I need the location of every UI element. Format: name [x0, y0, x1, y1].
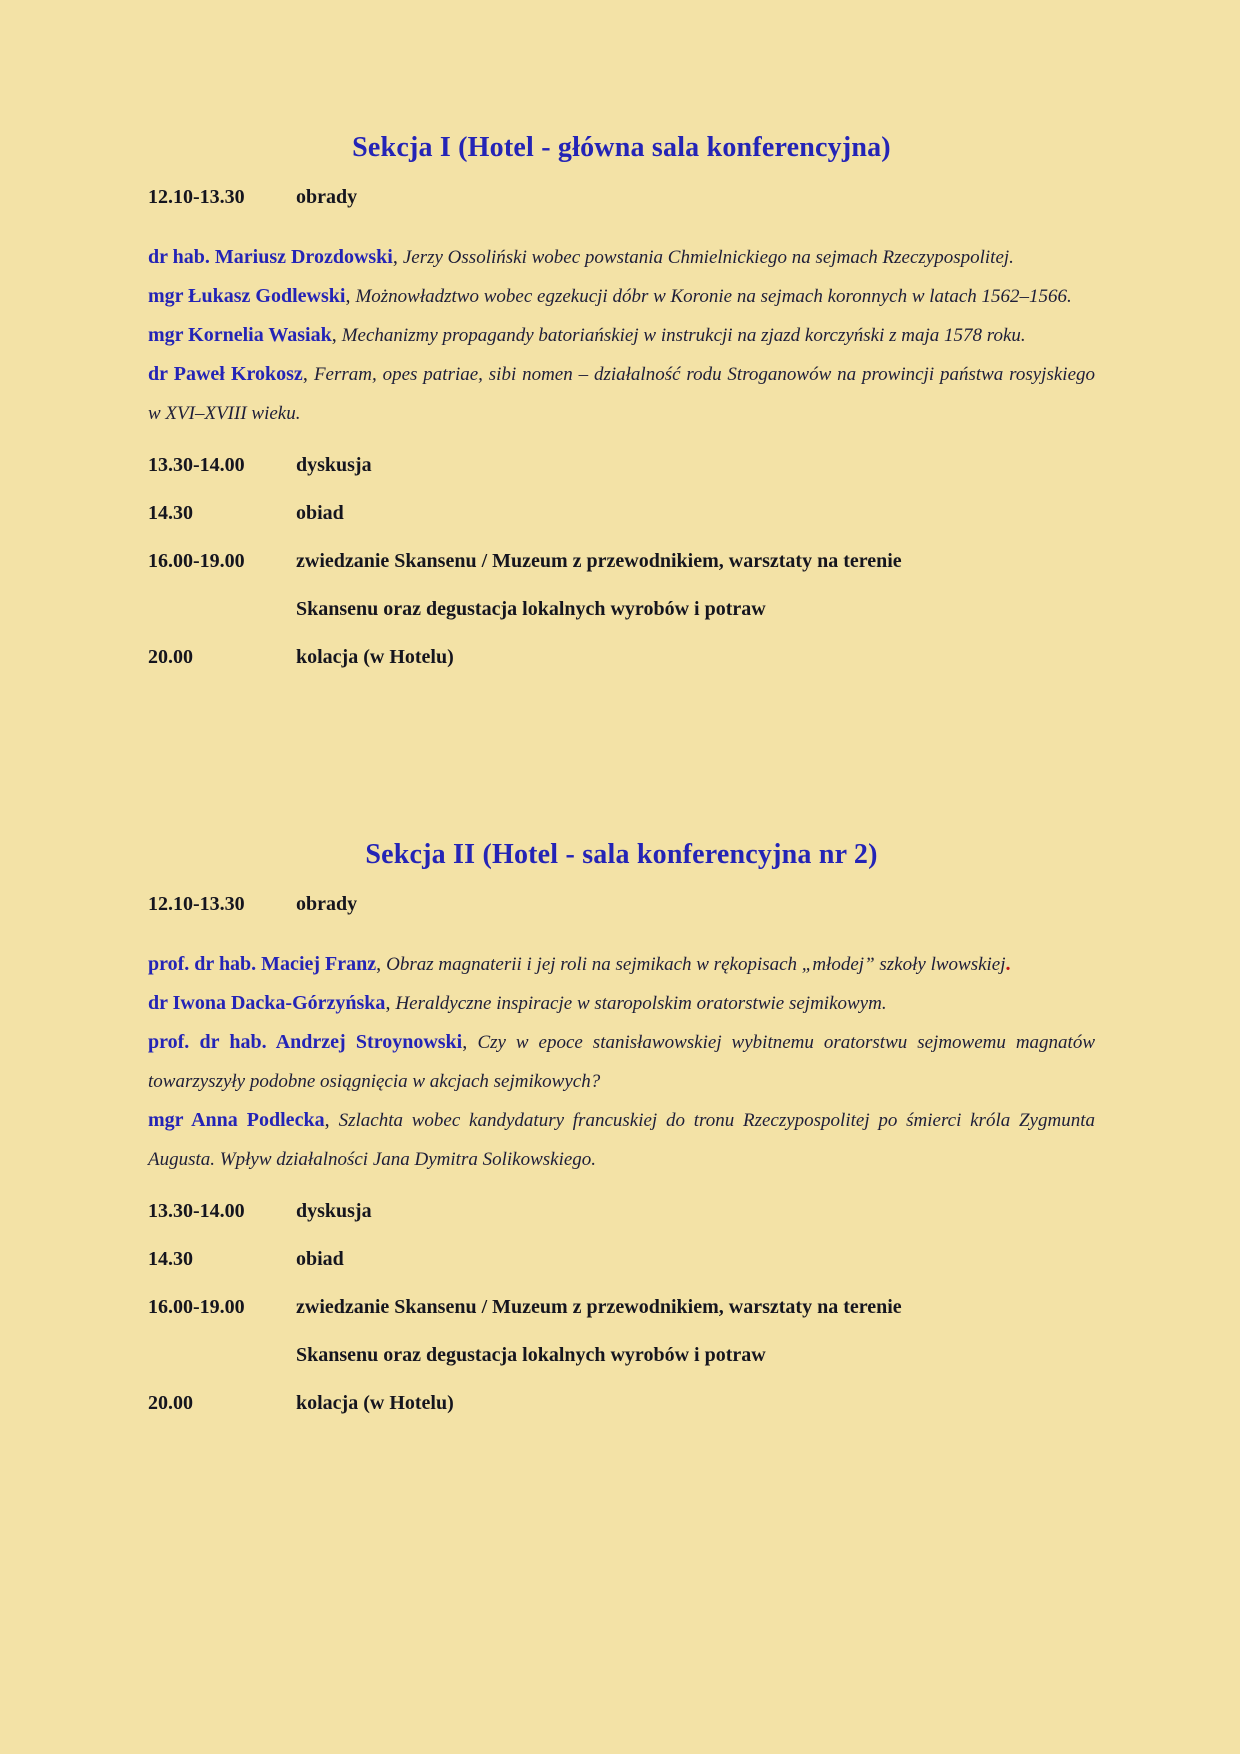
activity-line: kolacja (w Hotelu)	[296, 1392, 454, 1414]
section-1-title: Sekcja I (Hotel - główna sala konferencyjna)	[352, 132, 891, 163]
time-cell: 16.00-19.00	[148, 550, 245, 572]
schedule-row	[148, 1379, 1095, 1427]
schedule-block	[148, 441, 1095, 681]
activity-cell	[296, 441, 1095, 489]
time-cell: 13.30-14.00	[148, 1200, 245, 1222]
speaker-name: mgr Łukasz Godlewski	[148, 285, 346, 307]
separator: ,	[302, 363, 314, 385]
paper-title: Jerzy Ossoliński wobec powstania Chmielnickiego na sejmach Rzeczypospolitej.	[402, 247, 1014, 268]
speaker-entry	[148, 355, 1095, 433]
schedule-row	[148, 441, 1095, 489]
activity-cell: obrady	[296, 893, 358, 915]
separator: ,	[385, 992, 396, 1014]
separator: ,	[345, 285, 356, 307]
red-period: .	[1005, 953, 1011, 975]
time-cell: 16.00-19.00	[148, 1296, 245, 1318]
activity-line: kolacja (w Hotelu)	[296, 646, 454, 668]
activity-line: obiad	[296, 1248, 344, 1270]
schedule-row	[148, 182, 1095, 212]
activity-cell	[296, 537, 1095, 633]
activity-cell	[296, 1187, 1095, 1235]
speaker-name: dr Iwona Dacka-Górzyńska	[148, 992, 386, 1014]
time-cell: 20.00	[148, 646, 193, 668]
speaker-name: mgr Kornelia Wasiak	[148, 324, 332, 346]
paper-title: Ferram, opes patriae, sibi nomen – działalność rodu Stroganowów na prowincji państwa rosyjskiego w XVI–XVIII wieku.	[148, 364, 1095, 424]
speaker-entry	[148, 1023, 1095, 1101]
activity-line: dyskusja	[296, 1200, 372, 1222]
paper-title: Możnowładztwo wobec egzekucji dóbr w Koronie na sejmach koronnych w latach 1562–1566.	[355, 286, 1072, 307]
speaker-entry	[148, 984, 1095, 1023]
separator: ,	[392, 246, 403, 268]
paper-title: Czy w epoce stanisławowskiej wybitnemu oratorstwu sejmowemu magnatów towarzyszyły podobne osiągnięcia w akcjach sejmikowych?	[148, 1032, 1095, 1092]
activity-line: dyskusja	[296, 454, 372, 476]
schedule-row	[148, 1283, 1095, 1379]
speaker-entry	[148, 238, 1095, 277]
speaker-name: dr Paweł Krokosz	[148, 363, 303, 385]
speakers-block	[148, 945, 1095, 1179]
speaker-entry	[148, 945, 1095, 984]
activity-line: obiad	[296, 502, 344, 524]
separator: ,	[462, 1031, 478, 1053]
time-cell: 20.00	[148, 1392, 193, 1414]
speaker-name: prof. dr hab. Maciej Franz	[148, 953, 377, 975]
paper-title: Heraldyczne inspiracje w staropolskim oratorstwie sejmikowym.	[395, 993, 887, 1014]
schedule-row	[148, 1187, 1095, 1235]
time-cell: 12.10-13.30	[148, 893, 245, 915]
activity-cell	[296, 1283, 1095, 1379]
speaker-entry	[148, 277, 1095, 316]
schedule-row	[148, 633, 1095, 681]
schedule-row	[148, 489, 1095, 537]
paper-title: Szlachta wobec kandydatury francuskiej do tronu Rzeczypospolitej po śmierci króla Zygmunta Augusta. Wpływ działalności Jana Dymitra Solikowskiego.	[148, 1110, 1095, 1170]
activity-line: zwiedzanie Skansenu / Muzeum z przewodnikiem, warsztaty na terenie	[296, 1296, 902, 1318]
schedule-row	[148, 537, 1095, 633]
activity-cell: obrady	[296, 186, 358, 208]
activity-cell	[296, 1235, 1095, 1283]
speaker-name: prof. dr hab. Andrzej Stroynowski	[148, 1031, 463, 1053]
activity-line-cont: Skansenu oraz degustacja lokalnych wyrobów i potraw	[296, 598, 766, 620]
paper-title: Mechanizmy propagandy batoriańskiej w instrukcji na zjazd korczyński z maja 1578 roku.	[341, 325, 1026, 346]
paper-title: Obraz magnaterii i jej roli na sejmikach w rękopisach „młodej” szkoły lwowskiej	[386, 954, 1006, 975]
schedule-row	[148, 1235, 1095, 1283]
speaker-name: mgr Anna Podlecka	[148, 1109, 325, 1131]
activity-line-cont: Skansenu oraz degustacja lokalnych wyrobów i potraw	[296, 1344, 766, 1366]
schedule-row	[148, 889, 1095, 919]
separator: ,	[324, 1109, 339, 1131]
separator: ,	[376, 953, 387, 975]
activity-line: zwiedzanie Skansenu / Muzeum z przewodnikiem, warsztaty na terenie	[296, 550, 902, 572]
time-cell: 14.30	[148, 502, 193, 524]
schedule-block	[148, 1187, 1095, 1427]
activity-cell	[296, 489, 1095, 537]
separator: ,	[331, 324, 342, 346]
speaker-entry	[148, 1101, 1095, 1179]
time-cell: 13.30-14.00	[148, 454, 245, 476]
speaker-name: dr hab. Mariusz Drozdowski	[148, 246, 393, 268]
activity-cell	[296, 633, 1095, 681]
time-cell: 14.30	[148, 1248, 193, 1270]
activity-cell	[296, 1379, 1095, 1427]
section-2-title: Sekcja II (Hotel - sala konferencyjna nr 2)	[365, 839, 878, 870]
speakers-block	[148, 238, 1095, 433]
speaker-entry	[148, 316, 1095, 355]
time-cell: 12.10-13.30	[148, 186, 245, 208]
